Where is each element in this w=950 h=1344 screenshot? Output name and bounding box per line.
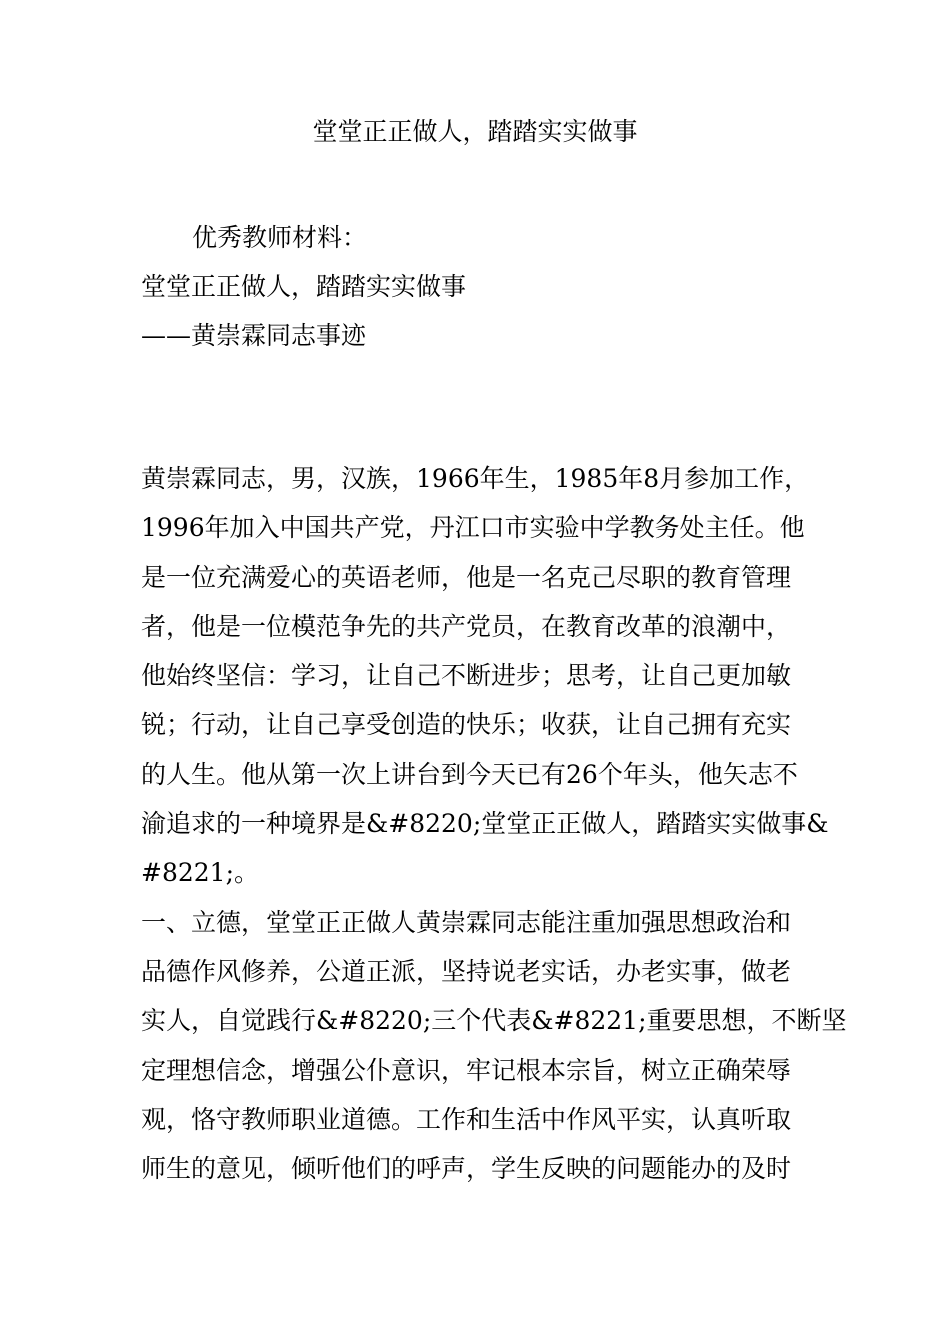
body-line: 师生的意见，倾听他们的呼声，学生反映的问题能办的及时 xyxy=(141,1154,792,1184)
body-line: 他始终坚信：学习，让自己不断进步；思考，让自己更加敏 xyxy=(141,661,792,691)
body-line: 黄崇霖同志，男，汉族，1966年生，1985年8月参加工作， xyxy=(141,464,810,493)
body-line: 的人生。他从第一次上讲台到今天已有26个年头，他矢志不 xyxy=(141,759,798,789)
body-line: 者，他是一位模范争先的共产党员，在教育改革的浪潮中， xyxy=(141,611,792,641)
body-line: #8221;。 xyxy=(141,858,259,888)
body-line: 定理想信念，增强公仆意识，牢记根本宗旨，树立正确荣辱 xyxy=(141,1055,792,1085)
page-title: 堂堂正正做人，踏踏实实做事 xyxy=(312,117,638,146)
body-line: 1996年加入中国共产党，丹江口市实验中学教务处主任。他 xyxy=(141,513,805,543)
intro-line-heading: 优秀教师材料： xyxy=(192,223,368,252)
body-line: 渝追求的一种境界是&#8220;堂堂正正做人，踏踏实实做事& xyxy=(141,809,829,839)
body-line: 是一位充满爱心的英语老师，他是一名克己尽职的教育管理 xyxy=(141,562,792,592)
body-line: 一、立德，堂堂正正做人黄崇霖同志能注重加强思想政治和 xyxy=(141,907,792,937)
body-line: 实人，自觉践行&#8220;三个代表&#8221;重要思想，不断坚 xyxy=(141,1006,847,1036)
intro-block xyxy=(141,213,841,360)
body-line: 锐；行动，让自己享受创造的快乐；收获，让自己拥有充实 xyxy=(141,710,792,740)
body-line: 品德作风修养，公道正派，坚持说老实话，办老实事，做老 xyxy=(141,956,792,986)
intro-line-byline: ——黄崇霖同志事迹 xyxy=(141,321,367,350)
intro-line-subtitle: 堂堂正正做人，踏踏实实做事 xyxy=(141,272,467,301)
body-line: 观，恪守教师职业道德。工作和生活中作风平实，认真听取 xyxy=(141,1104,792,1134)
body-paragraphs xyxy=(141,454,847,1193)
